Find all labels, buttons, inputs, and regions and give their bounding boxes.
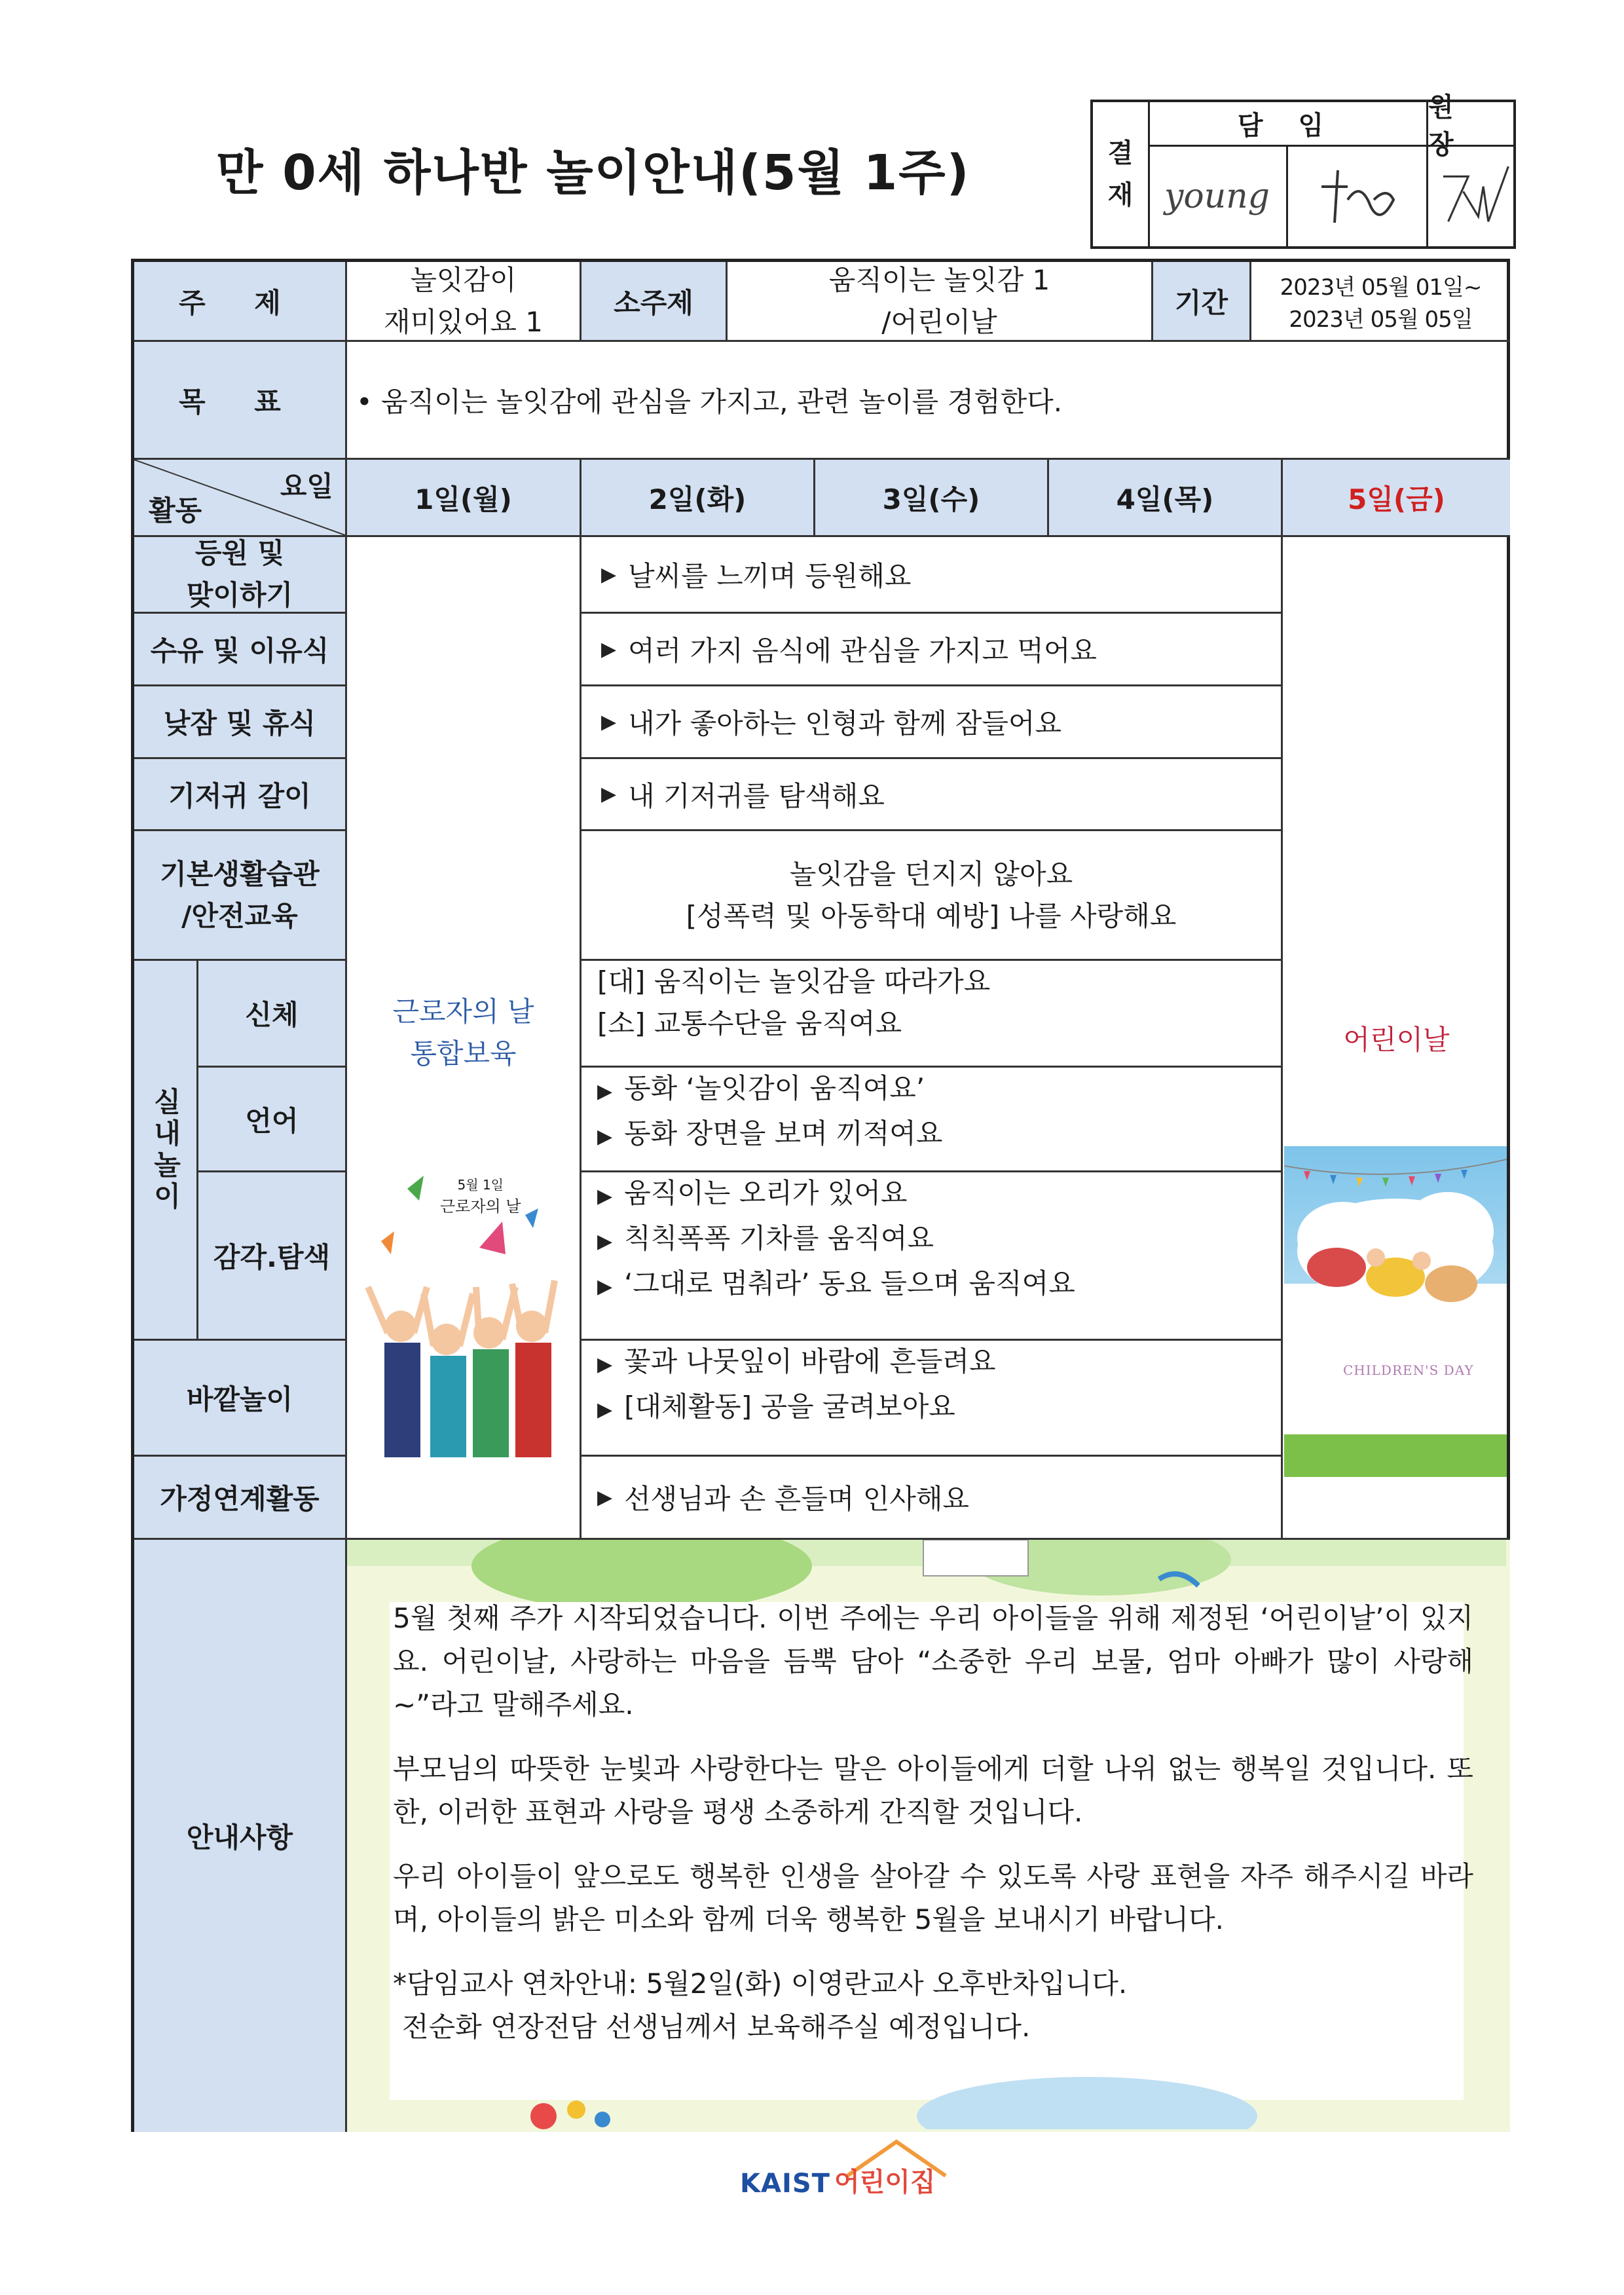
- subtheme-value: [728, 262, 1153, 342]
- page-title: 만 0세 하나반 놀이안내(5월 1주): [216, 145, 970, 201]
- arrival-label-2: 맞이하기: [186, 579, 293, 611]
- friday-column: [1283, 537, 1510, 1540]
- language-text-2: 동화 장면을 보며 끼적여요: [624, 1117, 943, 1149]
- notice-paragraph-2: 부모님의 따뜻한 눈빛과 사랑한다는 말은 아이들에게 더할 나위 없는 행복일 것입니다. 또한, 이러한 표현과 사랑을 평생 소중하게 간직할 것입니다.: [393, 1753, 1473, 1828]
- subtheme-line-1: 움직이는 놀잇감 1: [828, 263, 1050, 296]
- childrens-day-illustration: [1284, 1146, 1507, 1477]
- triangle-bullet-icon: ▶: [597, 1125, 613, 1148]
- theme-label: 주 제: [134, 262, 347, 342]
- row-label-habit: [134, 831, 347, 961]
- monday-note: [347, 991, 580, 1075]
- triangle-bullet-icon: ▶: [601, 710, 617, 734]
- day-header-5: 5일(금): [1283, 460, 1510, 537]
- habit-activity: [581, 831, 1283, 961]
- period-value: 2023년 05월 01일~ 2023년 05월 05일: [1251, 262, 1510, 342]
- row-label-feeding: 수유 및 이유식: [134, 614, 347, 686]
- signature-1: [1148, 147, 1288, 246]
- row-label-language: 언어: [198, 1068, 347, 1172]
- triangle-bullet-icon: ▶: [597, 1353, 613, 1376]
- outdoor-activity: [581, 1341, 1283, 1457]
- sensory-activity: [581, 1172, 1283, 1341]
- monday-column: [347, 537, 581, 1540]
- sensory-text-1: 움직이는 오리가 있어요: [624, 1177, 908, 1209]
- triangle-bullet-icon: ▶: [597, 1185, 613, 1208]
- physical-text-1: [대] 움직이는 놀잇감을 따라가요: [597, 965, 991, 998]
- day-activity-corner: [134, 460, 347, 537]
- monday-note-2: 통합보육: [410, 1037, 517, 1070]
- day-header-2: 2일(화): [581, 460, 815, 537]
- home-text: 선생님과 손 흔들며 인사해요: [624, 1483, 969, 1515]
- signature-scribble-2: [1308, 160, 1407, 233]
- labor-day-illustration: [361, 1163, 564, 1457]
- arrival-label-1: 등원 및: [194, 537, 285, 569]
- triangle-bullet-icon: ▶: [597, 1275, 613, 1298]
- corner-day-label: 요일: [280, 470, 333, 502]
- labor-day-img-text: [440, 1174, 521, 1216]
- approval-label: 결 재: [1093, 102, 1150, 246]
- home-activity: [581, 1457, 1283, 1540]
- notice-leave-line-2: 전순화 연장전담 선생님께서 보육해주실 예정입니다.: [402, 2011, 1031, 2043]
- friday-note: 어린이날: [1343, 1024, 1450, 1056]
- habit-label-2: /안전교육: [181, 899, 298, 932]
- habit-text-2: [성폭력 및 아동학대 예방] 나를 사랑해요: [686, 899, 1177, 932]
- signature-2: [1288, 147, 1428, 246]
- childrens-day-img-text: CHILDREN'S DAY: [1343, 1362, 1474, 1378]
- subtheme-line-2: /어린이날: [881, 305, 997, 338]
- triangle-bullet-icon: ▶: [597, 1080, 613, 1103]
- goal-value: • 움직이는 놀잇감에 관심을 가지고, 관련 놀이를 경험한다.: [347, 342, 1510, 460]
- day-header-4: 4일(목): [1049, 460, 1283, 537]
- diaper-activity: [581, 759, 1283, 831]
- approval-col-director: 원 장: [1428, 102, 1513, 147]
- theme-line-1: 놀잇감이: [410, 263, 517, 296]
- labor-day-img-line1: 5월 1일: [457, 1177, 504, 1193]
- indoor-label-text: 실내놀이: [149, 1087, 182, 1213]
- language-text-1: 동화 ‘놀잇감이 움직여요’: [624, 1072, 925, 1104]
- habit-label-1: 기본생활습관: [160, 857, 320, 890]
- nap-activity: [581, 686, 1283, 759]
- signature-scribble-3: [1428, 151, 1513, 242]
- goal-label: 목 표: [134, 342, 347, 460]
- sensory-text-3: ‘그대로 멈춰라’ 동요 들으며 움직여요: [624, 1267, 1075, 1299]
- row-label-indoor: [134, 961, 198, 1341]
- diaper-text: 내 기저귀를 탐색해요: [628, 779, 885, 812]
- period-label: 기간: [1153, 262, 1251, 342]
- triangle-bullet-icon: ▶: [601, 783, 617, 806]
- row-label-nap: 낮잠 및 휴식: [134, 686, 347, 759]
- theme-value: [347, 262, 581, 342]
- row-label-arrival: [134, 537, 347, 614]
- triangle-bullet-icon: ▶: [597, 1398, 613, 1421]
- language-activity: [581, 1068, 1283, 1172]
- arrival-activity: [581, 537, 1283, 614]
- row-label-diaper: 기저귀 갈이: [134, 759, 347, 831]
- daycare-logo: [834, 2161, 936, 2199]
- feeding-activity: [581, 614, 1283, 686]
- arrival-text: 날씨를 느끼며 등원해요: [628, 560, 912, 592]
- labor-day-img-line2: 근로자의 날: [440, 1197, 521, 1216]
- row-label-physical: 신체: [198, 961, 347, 1068]
- physical-activity: [581, 961, 1283, 1068]
- signature-3: [1428, 147, 1513, 246]
- daycare-logo-text: 어린이집: [834, 2167, 936, 2197]
- day-header-1: 1일(월): [347, 460, 581, 537]
- row-label-outdoor: 바깥놀이: [134, 1341, 347, 1457]
- monday-note-1: 근로자의 날: [392, 996, 534, 1028]
- triangle-bullet-icon: ▶: [601, 563, 617, 586]
- triangle-bullet-icon: ▶: [597, 1230, 613, 1253]
- notice-leave-line-1: *담임교사 연차안내: 5월2일(화) 이영란교사 오후반차입니다.: [393, 1968, 1128, 2000]
- sensory-text-2: 칙칙폭폭 기차를 움직여요: [624, 1222, 934, 1254]
- notice-paragraph-1: 5월 첫째 주가 시작되었습니다. 이번 주에는 우리 아이들을 위해 제정된 ‘어린이날’이 있지요. 어린이날, 사랑하는 마음을 듬뿍 담아 “소중한 우리 보물, 엄마 아빠가 많이 사랑해~”라고 말해주세요.: [393, 1602, 1473, 1721]
- physical-text-2: [소] 교통수단을 움직여요: [597, 1007, 902, 1039]
- day-header-3: 3일(수): [815, 460, 1049, 537]
- row-label-sensory: 감각.탐색: [198, 1172, 347, 1341]
- row-label-home: 가정연계활동: [134, 1457, 347, 1540]
- subtheme-label: 소주제: [581, 262, 728, 342]
- triangle-bullet-icon: ▶: [597, 1485, 613, 1509]
- outdoor-text-1: 꽃과 나뭇잎이 바람에 흔들려요: [624, 1345, 996, 1377]
- row-label-notice: 안내사항: [134, 1540, 347, 2132]
- habit-text-1: 놀잇감을 던지지 않아요: [789, 857, 1073, 890]
- outdoor-text-2: [대체활동] 공을 굴려보아요: [624, 1390, 955, 1423]
- corner-activity-label: 활동: [149, 494, 202, 527]
- theme-line-2: 재미있어요 1: [384, 305, 543, 338]
- approval-col-teacher: 담 임: [1148, 102, 1428, 147]
- signature-text: young: [1164, 177, 1270, 216]
- approval-box: [1090, 92, 1516, 249]
- triangle-bullet-icon: ▶: [601, 637, 617, 661]
- notice-paragraph-3: 우리 아이들이 앞으로도 행복한 인생을 살아갈 수 있도록 사랑 표현을 자주 해주시길 바라며, 아이들의 밝은 미소와 함께 더욱 행복한 5월을 보내시기 바랍니다.: [393, 1860, 1473, 1935]
- feeding-text: 여러 가지 음식에 관심을 가지고 먹어요: [628, 635, 1097, 667]
- notice-text: [393, 1597, 1473, 2049]
- footer-logo: [740, 2161, 936, 2199]
- kaist-logo-text: KAIST: [740, 2169, 830, 2199]
- nap-text: 내가 좋아하는 인형과 함께 잠들어요: [628, 707, 1062, 739]
